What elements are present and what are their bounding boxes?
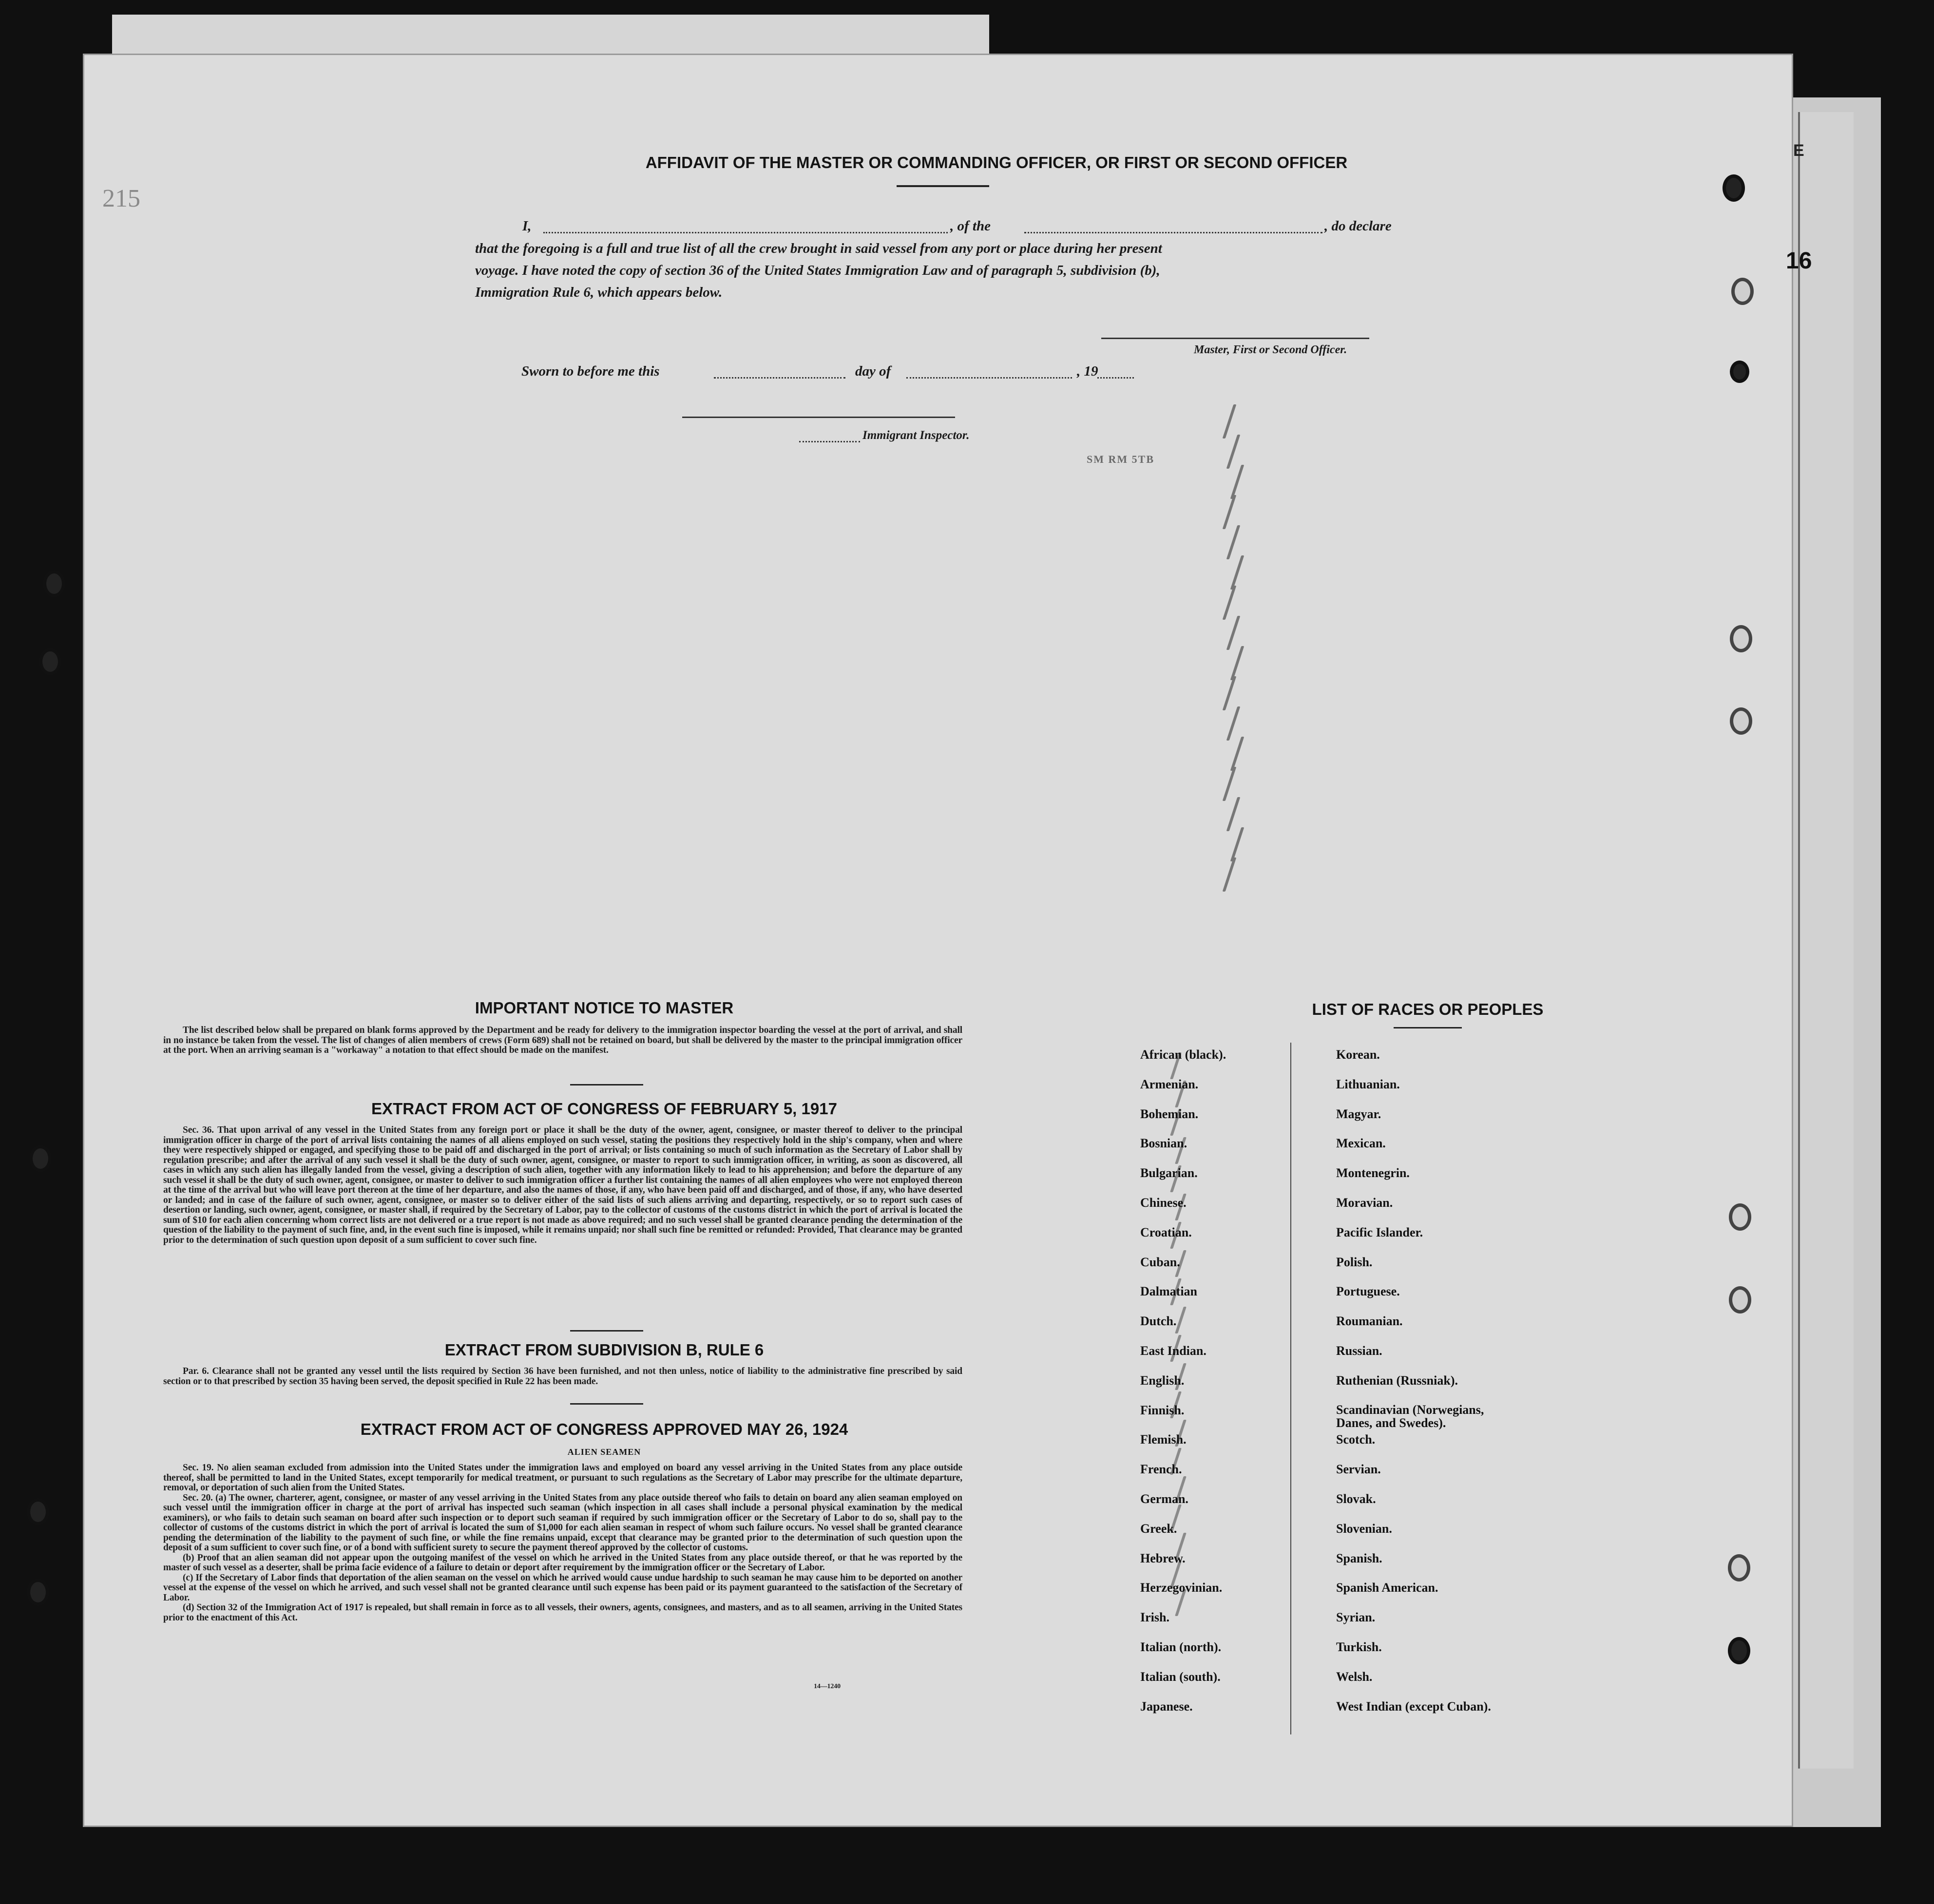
punch-hole bbox=[29, 1145, 52, 1172]
edge-letter: E bbox=[1793, 141, 1804, 160]
check-mark bbox=[1226, 525, 1241, 559]
sec-20c-paragraph: (c) If the Secretary of Labor finds that deportation of the alien seaman on the vessel on which he arrived would cause undue hardship to such seaman he may cause him to be deported on another vessel at the expense of the vessel on which he arrived, and such vessel shall not be granted clearance until such expense has been paid or its payment guaranteed to the satisfaction of the Secretary of Labor. bbox=[163, 1572, 962, 1603]
races-title-rule bbox=[1394, 1027, 1462, 1028]
inspector-signature-line bbox=[682, 417, 955, 418]
punch-hole bbox=[1723, 174, 1745, 202]
declare-do-declare: , do declare bbox=[1324, 218, 1392, 234]
race-item: Spanish American. bbox=[1336, 1580, 1438, 1595]
race-item: Dalmatian bbox=[1140, 1284, 1197, 1299]
punch-hole bbox=[1731, 278, 1754, 305]
declare-i: I, bbox=[522, 218, 532, 234]
check-mark bbox=[1223, 857, 1237, 892]
page-number-left: 215 bbox=[102, 185, 140, 212]
form-number: 14—1240 bbox=[814, 1683, 841, 1690]
check-mark bbox=[1226, 706, 1241, 741]
sworn-day-line bbox=[714, 377, 845, 379]
check-mark bbox=[1230, 465, 1245, 499]
check-mark bbox=[1230, 737, 1245, 771]
affidavit-body-line-3: Immigration Rule 6, which appears below. bbox=[475, 285, 723, 300]
extract-1917-rule bbox=[570, 1330, 643, 1332]
check-mark bbox=[1230, 646, 1245, 680]
check-mark bbox=[1230, 555, 1245, 590]
affidavit-body-line-1: that the foregoing is a full and true list of all the crew brought in said vessel from any port or place during her present bbox=[475, 241, 1162, 256]
race-item: African (black). bbox=[1140, 1047, 1226, 1062]
check-mark bbox=[1223, 495, 1237, 529]
notice-paragraph: The list described below shall be prepared on blank forms approved by the Department and be ready for delivery to the immigration inspector boarding the vessel at the port of arrival, and shall in no instance be taken from the vessel. The list of changes of alien members of crews (Form 689) shall not be retained on board, but shall be delivered by the master to the principal immigration officer at the port. When an arriving seaman is a "workaway" a notation to that effect should be made on the manifest. bbox=[163, 1025, 962, 1055]
extract-1924-title: EXTRACT FROM ACT OF CONGRESS APPROVED MAY 26, 1924 bbox=[360, 1420, 848, 1438]
race-item: Croatian. bbox=[1140, 1225, 1192, 1239]
punch-hole bbox=[1730, 361, 1749, 383]
punch-hole bbox=[43, 570, 65, 597]
race-item: Portuguese. bbox=[1336, 1284, 1400, 1299]
race-item: Korean. bbox=[1336, 1047, 1380, 1062]
race-item: Slovenian. bbox=[1336, 1521, 1392, 1536]
sec-20b-paragraph: (b) Proof that an alien seaman did not appear upon the outgoing manifest of the vessel on which he arrived in the United States from any place outside thereof, or that he was reported by the master of such vessel as a deserter, shall be prima facie evidence of a failure to detain or deport after requirement by the immigration officer or the Secretary of Labor. bbox=[163, 1552, 962, 1573]
race-item: Flemish. bbox=[1140, 1432, 1187, 1447]
race-item: Moravian. bbox=[1336, 1196, 1393, 1210]
race-item: Scandinavian (Norwegians, Danes, and Swedes). bbox=[1336, 1402, 1484, 1430]
notice-text bbox=[163, 1026, 962, 1056]
race-item: Polish. bbox=[1336, 1255, 1373, 1269]
affidavit-body-line-2: voyage. I have noted the copy of section 36 of the United States Immigration Law and of paragraph 5, subdivision (b), bbox=[475, 263, 1160, 278]
manifest-page bbox=[83, 54, 1793, 1827]
sworn-prefix: Sworn to before me this bbox=[521, 363, 660, 379]
extract-1924-text bbox=[163, 1463, 962, 1623]
check-mark bbox=[1223, 676, 1237, 710]
check-mark bbox=[1175, 1307, 1187, 1333]
punch-hole bbox=[1730, 625, 1752, 652]
extract-rule6-title: EXTRACT FROM SUBDIVISION B, RULE 6 bbox=[444, 1341, 764, 1359]
race-item: Armenian. bbox=[1140, 1077, 1199, 1091]
punch-hole bbox=[27, 1579, 49, 1606]
race-item: Turkish. bbox=[1336, 1640, 1382, 1654]
declare-name-line bbox=[543, 232, 948, 233]
notice-rule bbox=[570, 1084, 643, 1085]
sworn-year: , 19 bbox=[1077, 363, 1098, 379]
race-item: East Indian. bbox=[1140, 1344, 1206, 1358]
race-item: Finnish. bbox=[1140, 1403, 1185, 1417]
race-item: Italian (south). bbox=[1140, 1669, 1221, 1684]
race-item: Bulgarian. bbox=[1140, 1166, 1198, 1180]
affidavit-title: AFFIDAVIT OF THE MASTER OR COMMANDING OFFICER, OR FIRST OR SECOND OFFICER bbox=[645, 153, 1348, 171]
race-item: Hebrew. bbox=[1140, 1551, 1186, 1565]
race-item: Bohemian. bbox=[1140, 1106, 1199, 1121]
extract-1917-text bbox=[163, 1125, 962, 1245]
extract-rule6-text bbox=[163, 1367, 962, 1387]
declare-vessel-line bbox=[1024, 232, 1322, 233]
races-divider bbox=[1290, 1043, 1291, 1734]
race-item: English. bbox=[1140, 1373, 1185, 1388]
punch-hole bbox=[39, 648, 61, 675]
punch-hole bbox=[1728, 1637, 1750, 1664]
master-signature-line bbox=[1101, 338, 1369, 339]
notice-title: IMPORTANT NOTICE TO MASTER bbox=[475, 999, 734, 1017]
sworn-day-of: day of bbox=[855, 363, 891, 379]
page-number-right: 16 bbox=[1786, 248, 1812, 274]
punch-hole bbox=[27, 1498, 49, 1525]
race-item: West Indian (except Cuban). bbox=[1336, 1699, 1491, 1714]
alien-seamen-subtitle: ALIEN SEAMEN bbox=[567, 1447, 641, 1457]
master-signature-label: Master, First or Second Officer. bbox=[1194, 343, 1347, 356]
check-mark bbox=[1223, 404, 1237, 438]
race-item: German. bbox=[1140, 1492, 1188, 1506]
punch-hole bbox=[1728, 1554, 1750, 1581]
check-mark bbox=[1223, 767, 1237, 801]
check-mark bbox=[1223, 586, 1237, 620]
race-item: Greek. bbox=[1140, 1521, 1177, 1536]
race-item: Bosnian. bbox=[1140, 1136, 1187, 1151]
check-mark bbox=[1230, 827, 1245, 861]
section-36-paragraph: Sec. 36. That upon arrival of any vessel in the United States from any foreign port or place it shall be the duty of the owner, agent, consignee, or master thereof to deliver to the principal immigration officer in charge of the port of arrival lists containing the names of all aliens employed on such vessel, stating the positions they respectively hold in the ship's company, when and where they were respectively shipped or engaged, and specifying those to be paid off and discharged in the port of arrival; or lists containing so much of such information as the Secretary of Labor shall by regulation prescribe; and after the arrival of any such vessel it shall be the duty of such owner, agent, consignee, or master to report to such immigration officer, in writing, as soon as discovered, all cases in which any such alien has illegally landed from the vessel, giving a description of such alien, together with any information likely to lead to his apprehension; and before the departure of any such vessel it shall be the duty of such owner, agent, consignee, or master to deliver to such immigration officer a further list containing the names of all alien employees who were not employed thereon at the time of the arrival but who will leave port thereon at the time of her departure, and also the names of those, if any, who have been paid off and discharged, and of those, if any, who have deserted or landed; and in case of the failure of such owner, agent, consignee, or master so to deliver either of the said lists of such aliens arriving and departing, respectively, or so to report such cases of desertion or landing, such owner, agent, consignee, or master shall, if required by the Secretary of Labor, pay to the collector of customs of the customs district in which the port of arrival is located the sum of $10 for each alien concerning whom correct lists are not delivered or a true report is not made as above required; and no such vessel shall be granted clearance pending the determination of the question of the liability to the payment of such fine, and, in the event such fine is imposed, while it remains unpaid; nor shall such fine be remitted or refunded: Provided, That clearance may be granted prior to the determination of such question upon deposit of a sum sufficient to cover such fine. bbox=[163, 1125, 962, 1245]
race-item: Cuban. bbox=[1140, 1255, 1180, 1269]
race-item: Montenegrin. bbox=[1336, 1166, 1410, 1180]
extract-1917-title: EXTRACT FROM ACT OF CONGRESS OF FEBRUARY 5, 1917 bbox=[371, 1100, 837, 1118]
check-mark bbox=[1226, 797, 1241, 831]
race-item: Ruthenian (Russniak). bbox=[1336, 1373, 1458, 1388]
race-item: Magyar. bbox=[1336, 1106, 1381, 1121]
race-item: Servian. bbox=[1336, 1462, 1381, 1477]
race-item: Italian (north). bbox=[1140, 1640, 1222, 1654]
inspector-dotted-lead bbox=[799, 441, 860, 442]
punch-hole bbox=[1730, 707, 1752, 735]
punch-hole bbox=[1729, 1286, 1751, 1314]
race-item: Syrian. bbox=[1336, 1610, 1376, 1625]
races-title: LIST OF RACES OR PEOPLES bbox=[1312, 1000, 1544, 1018]
affidavit-title-rule bbox=[897, 185, 989, 187]
extract-rule6-rule bbox=[570, 1403, 643, 1405]
sec-20d-paragraph: (d) Section 32 of the Immigration Act of 1917 is repealed, but shall remain in force as to all vessels, their owners, agents, consignees, and masters, and as to all seamen, arriving in the United States prior to the enactment of this Act. bbox=[163, 1602, 962, 1623]
race-item: Lithuanian. bbox=[1336, 1077, 1400, 1091]
race-item: Herzegovinian. bbox=[1140, 1580, 1223, 1595]
race-item: Welsh. bbox=[1336, 1669, 1373, 1684]
back-page-right-2 bbox=[1798, 112, 1854, 1769]
race-item: Irish. bbox=[1140, 1610, 1169, 1625]
race-item: French. bbox=[1140, 1462, 1182, 1477]
sec-20a-paragraph: Sec. 20. (a) The owner, charterer, agent, consignee, or master of any vessel arriving in the United States from any place outside thereof who fails to detain on board any alien seaman employed on such vessel until the immigration officer in charge at the port of arrival has inspected such seaman (which inspection in all cases shall include a personal physical examination by the medical examiners), or who fails to detain such seaman on board after such inspection or to deport such seaman if required by such immigration officer or the Secretary of Labor to do so, shall pay to the collector of customs of the customs district in which the port of arrival is located the sum of $1,000 for each alien seaman in respect of whom such failure occurs. No vessel shall be granted clearance pending the determination of the liability to the payment of such fine, or while the fine remains unpaid, except that clearance may be granted prior to the determination of such question upon the deposit of a sum sufficient to cover such fine, or of a bond with sufficient surety to secure the payment thereof approved by the collector of customs. bbox=[163, 1492, 962, 1553]
race-item: Pacific Islander. bbox=[1336, 1225, 1423, 1239]
declare-of-the: , of the bbox=[950, 218, 991, 234]
race-item: Roumanian. bbox=[1336, 1314, 1403, 1329]
sworn-month-line bbox=[906, 377, 1072, 379]
sec-19-paragraph: Sec. 19. No alien seaman excluded from admission into the United States under the immigration laws and employed on board any vessel arriving in the United States from any place outside thereof, shall be permitted to land in the United States, except temporarily for medical treatment, or pursuant to such regulations as the Secretary of Labor may prescribe for the ultimate departure, removal, or deportation of such alien from the United States. bbox=[163, 1463, 962, 1493]
check-mark bbox=[1226, 435, 1241, 469]
punch-hole bbox=[1729, 1203, 1751, 1231]
race-item: Japanese. bbox=[1140, 1699, 1193, 1714]
race-item: Chinese. bbox=[1140, 1196, 1187, 1210]
race-item: Scotch. bbox=[1336, 1432, 1376, 1447]
race-item: Dutch. bbox=[1140, 1314, 1177, 1329]
check-mark bbox=[1226, 616, 1241, 650]
race-item: Mexican. bbox=[1336, 1136, 1386, 1151]
sworn-year-line bbox=[1097, 377, 1134, 379]
race-item: Slovak. bbox=[1336, 1492, 1376, 1506]
stamp-mark: SM RM 5TB bbox=[1087, 453, 1154, 465]
rule6-paragraph: Par. 6. Clearance shall not be granted any vessel until the lists required by Section 36 have been furnished, and not then unless, notice of liability to the administrative fine prescribed by said section or to that prescribed by section 35 having been served, the deposit specified in Rule 22 has been made. bbox=[163, 1366, 962, 1387]
inspector-label: Immigrant Inspector. bbox=[862, 429, 970, 442]
race-item: Russian. bbox=[1336, 1344, 1382, 1358]
race-item: Spanish. bbox=[1336, 1551, 1382, 1565]
